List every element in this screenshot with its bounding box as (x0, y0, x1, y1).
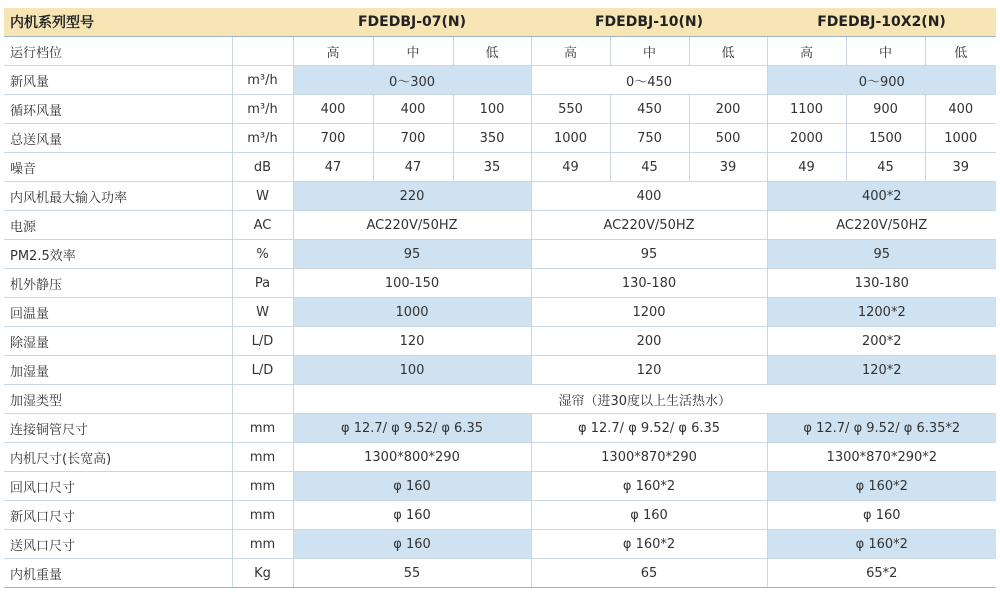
row-unit: AC (232, 211, 293, 240)
row-value-cell: 1000 (293, 298, 531, 327)
table-row (4, 414, 996, 443)
row-value-cell: 中 (610, 37, 689, 66)
row-label: 电源 (4, 211, 232, 240)
row-value-cell: AC220V/50HZ (293, 211, 531, 240)
row-value-cell: 900 (846, 95, 925, 124)
row-value-cell: 39 (689, 153, 767, 182)
row-unit (232, 37, 293, 66)
row-value-cell: φ 160*2 (767, 472, 996, 501)
row-value-cell: 35 (453, 153, 531, 182)
row-unit: % (232, 240, 293, 269)
table-header-row (4, 8, 996, 37)
row-label: 运行档位 (4, 37, 232, 66)
row-value-cell: 550 (531, 95, 610, 124)
row-value-cell: 高 (293, 37, 373, 66)
row-label: 新风口尺寸 (4, 501, 232, 530)
row-value-cell: 220 (293, 182, 531, 211)
row-value-cell: 45 (846, 153, 925, 182)
table-row (4, 501, 996, 530)
table-row (4, 124, 996, 153)
row-label: 加湿量 (4, 356, 232, 385)
row-value-cell: φ 12.7/ φ 9.52/ φ 6.35*2 (767, 414, 996, 443)
row-value-cell: φ 12.7/ φ 9.52/ φ 6.35 (293, 414, 531, 443)
table-row (4, 559, 996, 588)
row-value-cell: 120*2 (767, 356, 996, 385)
row-unit: mm (232, 501, 293, 530)
row-label: 送风口尺寸 (4, 530, 232, 559)
row-value-cell: 高 (531, 37, 610, 66)
row-label: 回风口尺寸 (4, 472, 232, 501)
model-header-07: FDEDBJ-07(N) (293, 8, 531, 37)
row-value-cell: 95 (531, 240, 767, 269)
row-unit: mm (232, 530, 293, 559)
row-value-cell: 120 (293, 327, 531, 356)
row-unit: mm (232, 414, 293, 443)
model-header-10: FDEDBJ-10(N) (531, 8, 767, 37)
table-row (4, 443, 996, 472)
table-row (4, 385, 996, 414)
row-value-cell: 0～450 (531, 66, 767, 95)
row-unit: dB (232, 153, 293, 182)
row-value-cell: 200 (689, 95, 767, 124)
row-label: 连接铜管尺寸 (4, 414, 232, 443)
row-label: 内机尺寸(长宽高) (4, 443, 232, 472)
row-value-cell: 400 (293, 95, 373, 124)
row-value-cell: 0～900 (767, 66, 996, 95)
row-label: 新风量 (4, 66, 232, 95)
row-value-cell: 1500 (846, 124, 925, 153)
row-unit: mm (232, 443, 293, 472)
row-value-cell: 400 (373, 95, 453, 124)
row-unit: Kg (232, 559, 293, 588)
table-row (4, 153, 996, 182)
row-value-cell: 400*2 (767, 182, 996, 211)
row-label: 内机重量 (4, 559, 232, 588)
row-value-cell: 1300*870*290*2 (767, 443, 996, 472)
row-value-cell: 95 (767, 240, 996, 269)
row-label: 循环风量 (4, 95, 232, 124)
row-value-cell: 2000 (767, 124, 846, 153)
row-label: 加湿类型 (4, 385, 232, 414)
row-value-cell: 1300*870*290 (531, 443, 767, 472)
row-value-cell: 39 (925, 153, 996, 182)
row-value-cell: 130-180 (531, 269, 767, 298)
row-value-cell: 100-150 (293, 269, 531, 298)
row-value-cell: 47 (293, 153, 373, 182)
table-row (4, 240, 996, 269)
table-row (4, 269, 996, 298)
row-value-cell: AC220V/50HZ (531, 211, 767, 240)
row-value-cell: 120 (531, 356, 767, 385)
row-value-cell: 47 (373, 153, 453, 182)
row-value-cell: 低 (689, 37, 767, 66)
table-row (4, 472, 996, 501)
row-value-cell: 45 (610, 153, 689, 182)
row-unit: L/D (232, 327, 293, 356)
table-title: 内机系列型号 (4, 8, 293, 37)
row-value-cell: 95 (293, 240, 531, 269)
row-value-cell: 1200*2 (767, 298, 996, 327)
row-value-cell: φ 160 (293, 530, 531, 559)
row-value-cell: 450 (610, 95, 689, 124)
row-value-cell: 49 (767, 153, 846, 182)
row-value-cell: 高 (767, 37, 846, 66)
row-value-cell: 1000 (925, 124, 996, 153)
row-value-cell: AC220V/50HZ (767, 211, 996, 240)
table-row (4, 298, 996, 327)
row-unit: m³/h (232, 124, 293, 153)
row-value-cell: 130-180 (767, 269, 996, 298)
row-value-cell: 700 (373, 124, 453, 153)
row-unit: m³/h (232, 66, 293, 95)
row-value-cell: 中 (846, 37, 925, 66)
table-row (4, 182, 996, 211)
row-value-cell: 100 (293, 356, 531, 385)
row-value-cell: φ 160*2 (531, 530, 767, 559)
row-value-cell: φ 160*2 (767, 530, 996, 559)
table-row (4, 211, 996, 240)
row-value-cell: 1200 (531, 298, 767, 327)
row-unit: Pa (232, 269, 293, 298)
row-value-cell: 200*2 (767, 327, 996, 356)
row-value-cell: 1300*800*290 (293, 443, 531, 472)
row-label: 除湿量 (4, 327, 232, 356)
table-row (4, 37, 996, 66)
row-label: 总送风量 (4, 124, 232, 153)
row-value-cell: 55 (293, 559, 531, 588)
row-value-cell: 65 (531, 559, 767, 588)
row-label: 回温量 (4, 298, 232, 327)
row-label: PM2.5效率 (4, 240, 232, 269)
row-label: 机外静压 (4, 269, 232, 298)
row-value-cell: 湿帘（进30度以上生活热水） (293, 385, 996, 414)
row-value-cell: 100 (453, 95, 531, 124)
row-value-cell: φ 160 (293, 501, 531, 530)
row-unit: L/D (232, 356, 293, 385)
row-value-cell: 500 (689, 124, 767, 153)
row-value-cell: φ 160 (293, 472, 531, 501)
row-value-cell: 0～300 (293, 66, 531, 95)
table-row (4, 327, 996, 356)
row-value-cell: φ 160*2 (531, 472, 767, 501)
row-unit: mm (232, 472, 293, 501)
row-value-cell: 49 (531, 153, 610, 182)
table-row (4, 66, 996, 95)
row-value-cell: 低 (453, 37, 531, 66)
row-label: 噪音 (4, 153, 232, 182)
row-value-cell: φ 12.7/ φ 9.52/ φ 6.35 (531, 414, 767, 443)
row-value-cell: 中 (373, 37, 453, 66)
row-value-cell: 750 (610, 124, 689, 153)
model-header-10x2: FDEDBJ-10X2(N) (767, 8, 996, 37)
table-row (4, 356, 996, 385)
spec-table (4, 8, 996, 588)
row-value-cell: φ 160 (531, 501, 767, 530)
row-value-cell: φ 160 (767, 501, 996, 530)
row-value-cell: 700 (293, 124, 373, 153)
row-unit (232, 385, 293, 414)
row-value-cell: 350 (453, 124, 531, 153)
row-value-cell: 65*2 (767, 559, 996, 588)
row-label: 内风机最大输入功率 (4, 182, 232, 211)
row-unit: W (232, 182, 293, 211)
row-value-cell: 400 (531, 182, 767, 211)
row-value-cell: 1100 (767, 95, 846, 124)
table-row (4, 95, 996, 124)
row-unit: m³/h (232, 95, 293, 124)
row-unit: W (232, 298, 293, 327)
row-value-cell: 200 (531, 327, 767, 356)
table-row (4, 530, 996, 559)
row-value-cell: 低 (925, 37, 996, 66)
row-value-cell: 400 (925, 95, 996, 124)
row-value-cell: 1000 (531, 124, 610, 153)
